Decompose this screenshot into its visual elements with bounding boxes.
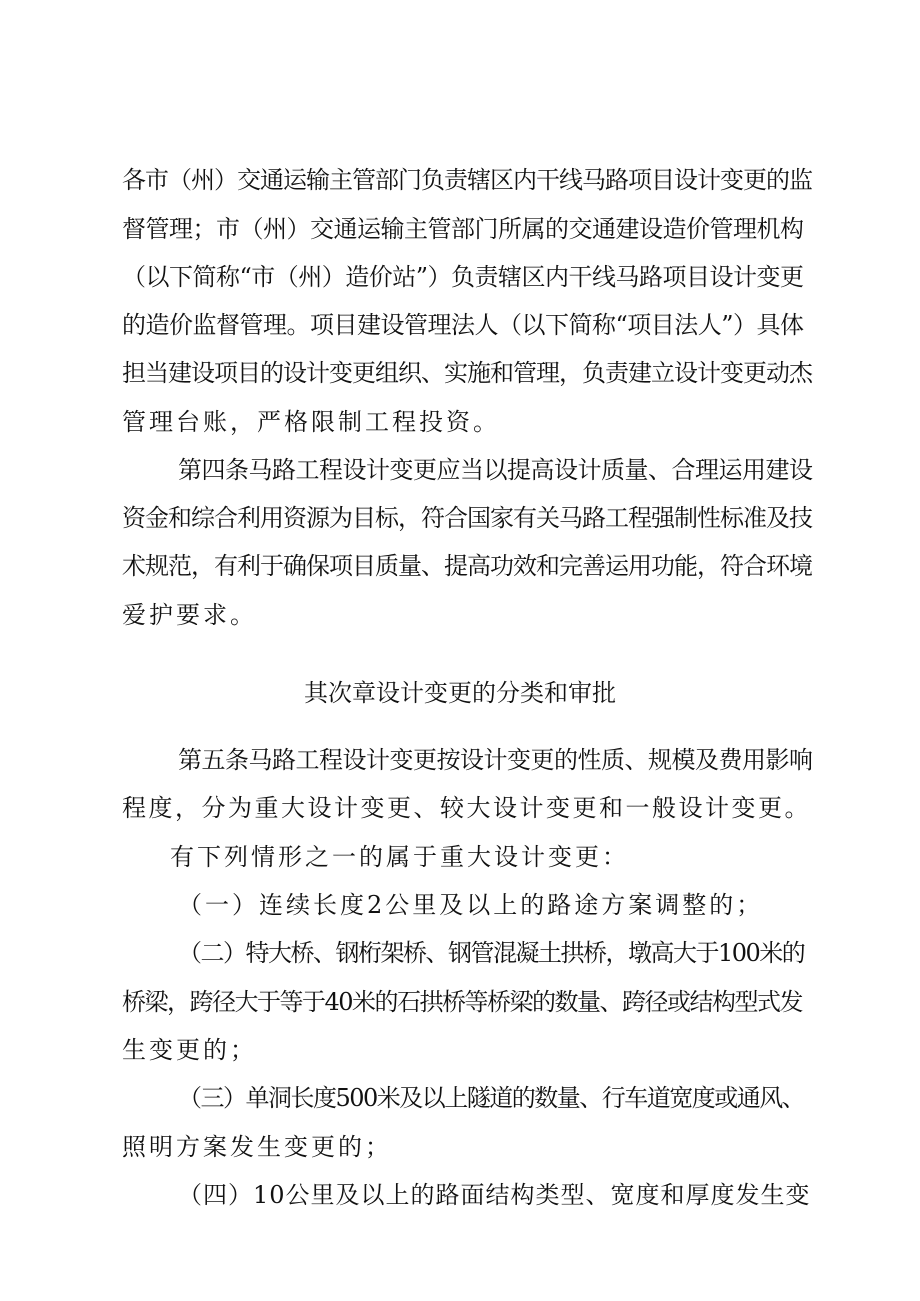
text-line: （以下简称“市（州）造价站”）负责辖区内干线马路项目设计变更 — [122, 263, 804, 291]
text-line: 爱护要求。 — [122, 601, 257, 629]
text-line: 照明方案发生变更的； — [122, 1133, 392, 1161]
text-line: （二）特大桥、钢桁架桥、钢管混凝土拱桥，墩高大于100米的 — [178, 939, 805, 967]
text-line: 督管理；市（州）交通运输主管部门所属的交通建设造价管理机构 — [122, 215, 804, 243]
text-line: 第五条马路工程设计变更按设计变更的性质、规模及费用影响 — [178, 746, 813, 774]
list-item-4: （四）10公里及以上的路面结构类型、宽度和厚度发生变 — [178, 1181, 811, 1209]
major-change-intro: 有下列情形之一的属于重大设计变更： — [170, 843, 629, 871]
text-line: 桥梁，跨径大于等于40米的石拱桥等桥梁的数量、跨径或结构型式发 — [122, 988, 803, 1016]
text-line: 担当建设项目的设计变更组织、实施和管理，负责建立设计变更动杰 — [122, 359, 812, 387]
chapter-heading: 其次章设计变更的分类和审批 — [304, 679, 616, 707]
text-line: 程度，分为重大设计变更、较大设计变更和一般设计变更。 — [122, 794, 811, 822]
text-line: 术规范，有利于确保项目质量、提高功效和完善运用功能，符合环境 — [122, 552, 812, 580]
text-line: 各市（州）交通运输主管部门负责辖区内干线马路项目设计变更的监 — [122, 166, 812, 194]
text-line: 生变更的； — [122, 1036, 257, 1064]
text-line: 管理台账，严格限制工程投资。 — [122, 408, 500, 436]
text-line: 第四条马路工程设计变更应当以提高设计质量、合理运用建设 — [178, 456, 813, 484]
text-line: 资金和综合利用资源为目标，符合国家有关马路工程强制性标准及技 — [122, 504, 812, 532]
text-line: （三）单洞长度500米及以上隧道的数量、行车道宽度或通风、 — [178, 1084, 805, 1112]
text-line: 的造价监督管理。项目建设管理法人（以下简称“项目法人”）具体 — [122, 311, 804, 339]
list-item-1: （一）连续长度2公里及以上的路途方案调整的； — [178, 891, 764, 919]
